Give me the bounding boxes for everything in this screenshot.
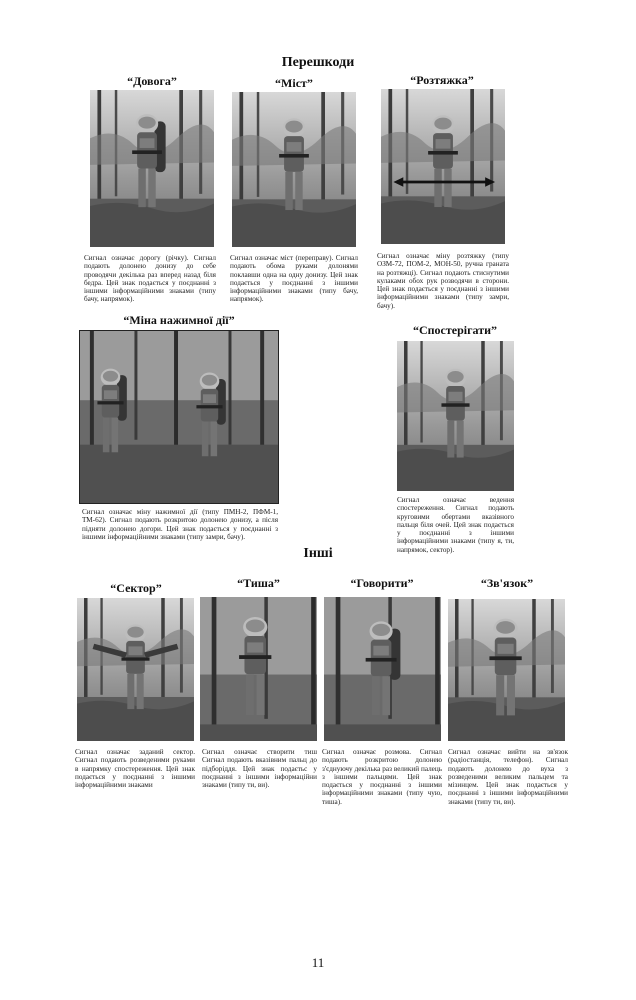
signal-title-sector: “Сектор” xyxy=(110,581,162,595)
photo-sector xyxy=(77,598,194,741)
photo-silence xyxy=(200,597,317,741)
signal-title-speak: “Говорити” xyxy=(350,576,414,590)
signal-title-pressure-mine: “Міна нажимної дії” xyxy=(123,313,235,327)
signal-title-tripwire: “Розтяжка” xyxy=(410,73,474,87)
photo-observe xyxy=(397,341,514,491)
signal-desc-observe: Сигнал означає ведення спостереження. Сигнал подають круговими обертами вказівного пальця біля очей. Цей знак подається у поєднанні з іншими інформаційними знаками (типу я, ти, напрямок, сектор). xyxy=(397,496,514,554)
signal-desc-road: Сигнал означає дорогу (річку). Сигнал подають долонею донизу до себе проводячи декілька раз вперед назад біля бедра. Цей знак подається у поєднанні з іншими інформаційними знаками (типу бачу, напрямок). xyxy=(84,254,216,304)
section-title-obstacles: Перешкоди xyxy=(281,55,355,70)
signal-desc-sector: Сигнал означає заданий сектор. Сигнал подають розведеними руками в напрямку спостереження. Цей знак подається у поєднанні з іншими інформаційними знаками xyxy=(75,748,195,790)
signal-desc-bridge: Сигнал означає міст (переправу). Сигнал подають обома руками долонями поклавши одна на одну донизу. Цей знак подається у поєднанні з іншими інформаційними знаками (типу бачу, напрямок). xyxy=(230,254,358,304)
signal-title-bridge: “Міст” xyxy=(275,76,313,90)
page-number: 11 xyxy=(311,955,325,970)
photo-contact xyxy=(448,599,565,741)
signal-title-silence: “Тиша” xyxy=(237,576,280,590)
section-title-other: Інші xyxy=(303,546,333,561)
signal-title-observe: “Спостерігати” xyxy=(412,323,498,337)
signal-desc-tripwire: Сигнал означає міну розтяжку (типу ОЗМ-72, ПОМ-2, МОН-50, ручна граната на розтяжці). Сигнал подають стиснутими кулаками обох рук розводячи в сторони. Цей знак подається у поєднанні з іншими інформаційними знаками (типу замри, бачу). xyxy=(377,252,509,310)
signal-title-contact: “Зв'язок” xyxy=(480,576,534,590)
signal-title-road: “Довога” xyxy=(127,74,177,88)
photo-road xyxy=(90,90,214,247)
photo-tripwire xyxy=(381,89,505,244)
signal-desc-speak: Сигнал означає розмова. Сигнал подають розкритою долонею з'єднуючу декілька раз великий палець з іншими пальцями. Цей знак подається у поєднанні з іншими інформаційними знаками (типу чую, тиша). xyxy=(322,748,442,806)
signal-desc-silence: Сигнал означає створити тиш Сигнал подають вказівним пальц до підборіддя. Цей знак подаєтьс у поєднанні з іншими інформаційни знаками (типу ти, ви). xyxy=(202,748,317,790)
photo-pressure-mine xyxy=(79,330,279,504)
photo-bridge xyxy=(232,92,356,247)
photo-speak xyxy=(324,597,441,741)
signal-desc-contact: Сигнал означає вийти на зв'язок (радіостанція, телефон). Сигнал подають долонею до вуха з розведеними великим пальцем та мізинцем. Цей знак подається у поєднанні з іншими інформаційними знаками (типу ти, ви). xyxy=(448,748,568,806)
signal-desc-pressure-mine: Сигнал означає міну нажимної дії (типу ПМН-2, ПФМ-1, ТМ-62). Сигнал подають розкритою долонею донизу, а після підняти долонею догори. Цей знак подається у поєднанні з іншими інформаційними знаками (типу замри, бачу). xyxy=(82,508,278,541)
